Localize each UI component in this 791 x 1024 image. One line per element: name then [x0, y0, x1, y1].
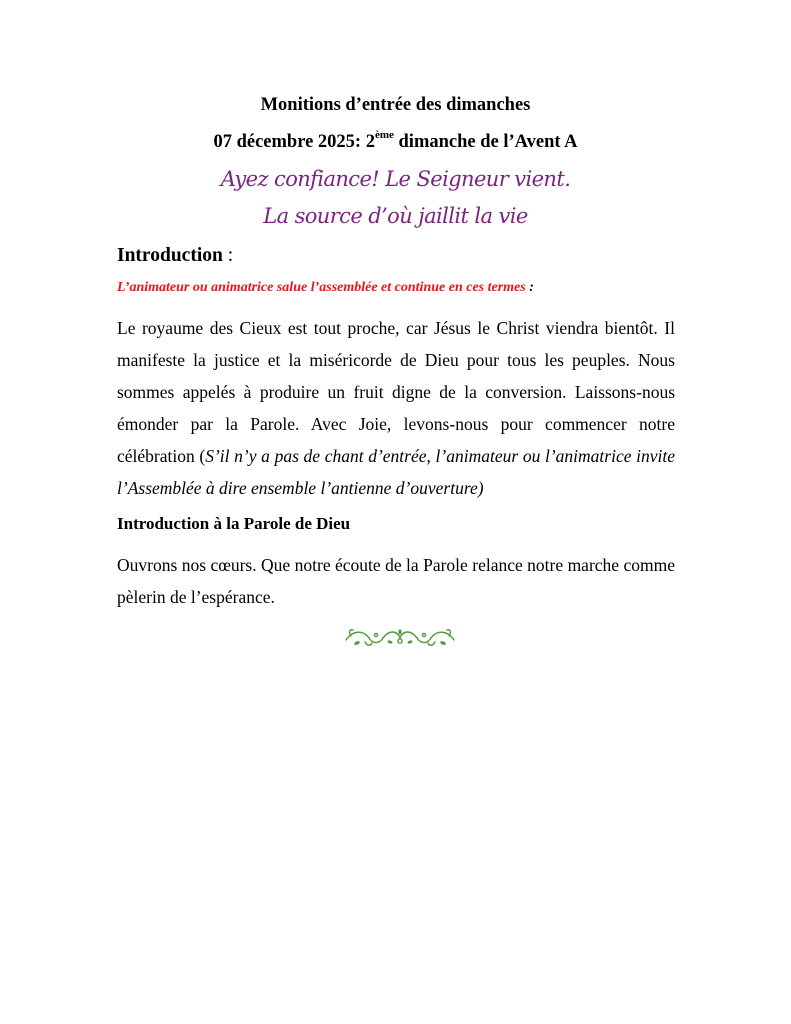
date-title-suffix: dimanche de l’Avent A — [393, 132, 578, 152]
instruction-text: L’animateur ou animatrice salue l’assemblée et continue en ces termes — [117, 280, 526, 295]
introduction-heading — [117, 244, 233, 268]
introduction-heading-colon: : — [222, 245, 234, 266]
document-title: Monitions d’entrée des dimanches — [260, 95, 531, 115]
word-of-god-paragraph: Ouvrons nos cœurs. Que notre écoute de la Parole relance notre marche comme pèlerin de l’espérance. — [117, 555, 675, 607]
introduction-paragraph-italic: S’il n’y a pas de chant d’entrée, l’animateur ou l’animatrice invite l’Assemblée à dire ensemble l’antienne d’ouverture) — [117, 446, 676, 498]
introduction-paragraph-text: Le royaume des Cieux est tout proche, car Jésus le Christ viendra bientôt. Il manifeste la justice et la miséricorde de Dieu pour tous les peuples. Nous sommes appelés à produire un fruit digne de la conversion. Laissons-nous émonder par la Parole. Avec Joie, levons-nous pour commencer notre célébration ( — [117, 318, 675, 466]
instruction-colon: : — [525, 280, 534, 295]
date-title-prefix: 07 décembre 2025: 2 — [213, 132, 375, 152]
theme-line-1: Ayez confiance! Le Seigneur vient. — [220, 167, 571, 191]
theme-line-2: La source d’où jaillit la vie — [263, 204, 528, 228]
instruction-note — [117, 279, 534, 296]
document-date-title — [0, 128, 791, 153]
floral-vine-divider-icon — [343, 626, 457, 650]
word-of-god-heading: Introduction à la Parole de Dieu — [117, 514, 351, 533]
date-title-superscript: ème — [374, 128, 394, 141]
introduction-paragraph — [117, 312, 675, 504]
introduction-heading-label: Introduction — [117, 245, 223, 266]
